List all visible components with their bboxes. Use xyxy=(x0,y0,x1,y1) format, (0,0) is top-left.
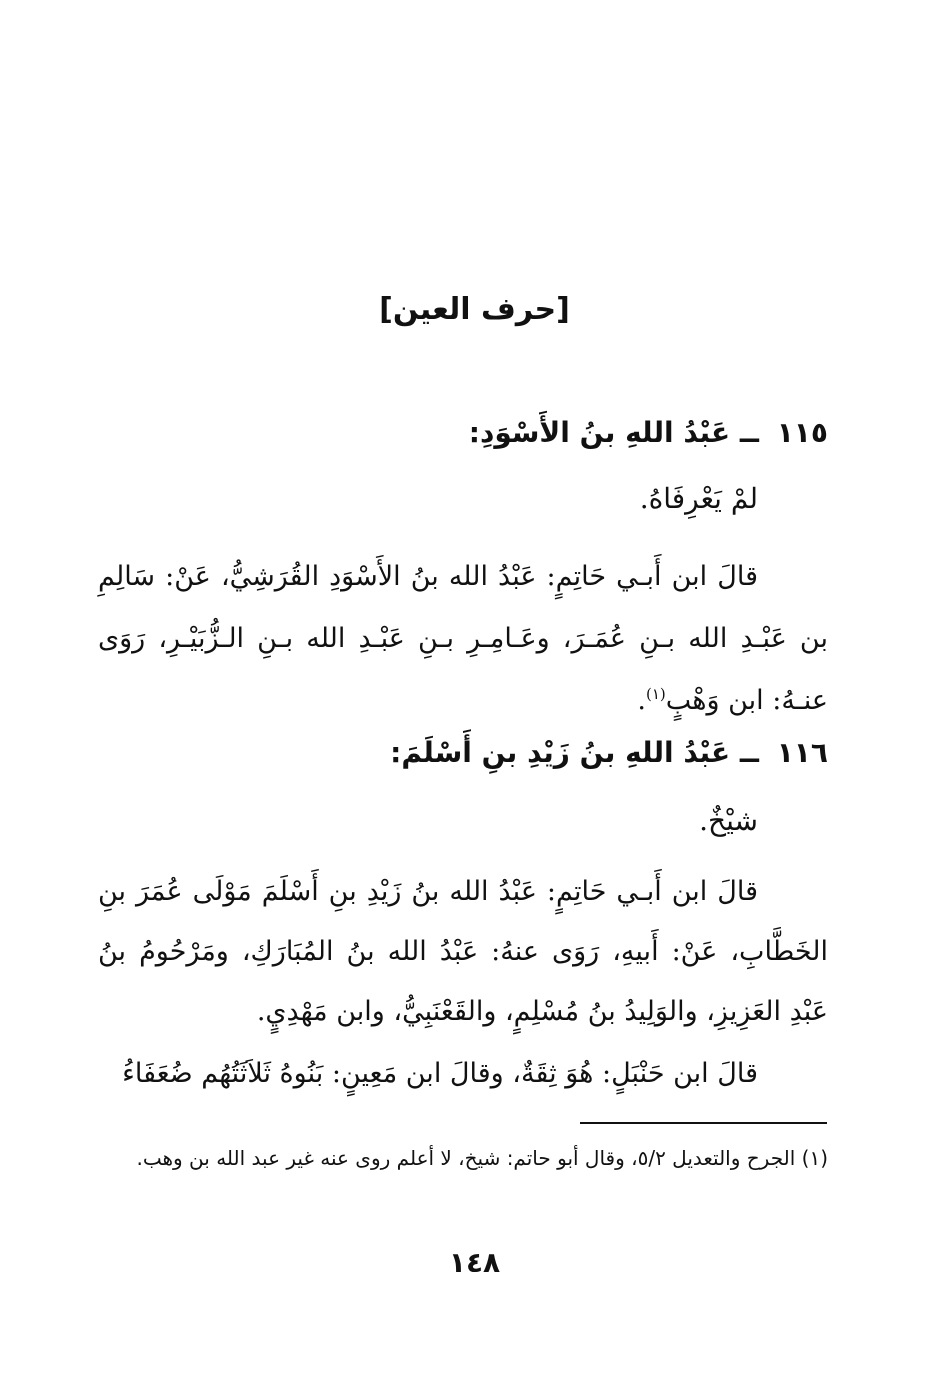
footnote xyxy=(98,1134,828,1182)
entry-number: ١١٦ xyxy=(776,736,828,769)
footnote-divider xyxy=(580,1122,827,1124)
entry-separator: ــ xyxy=(739,416,759,449)
entry-paragraph: قالَ ابن حَنْبَلٍ: هُوَ ثِقَةٌ، وقالَ ابن مَعِينٍ: بَنُوهُ ثَلاَثَتُهُم ضُعَفَاءُ xyxy=(122,1058,758,1089)
entry-paragraph xyxy=(98,546,828,732)
paragraph-text: قالَ ابن أَبـي حَاتِمٍ: عَبْدُ الله بنُ الأَسْوَدِ القُرَشِيُّ، عَنْ: سَالِمِ بن عَبْـدِ الله بـنِ عُمَـرَ، وعَـامِـرِ بـنِ عَبْـدِ الله بـنِ الـزُّبَيْـرِ، رَوَى عنـهُ: ابن وَهْبٍ xyxy=(98,561,828,716)
entry-separator: ــ xyxy=(739,736,759,769)
entry-verdict: شيْخٌ. xyxy=(699,804,758,837)
paragraph-tail: . xyxy=(637,685,646,716)
entry-verdict: لمْ يَعْرِفَاهُ. xyxy=(639,482,758,515)
entry-116 xyxy=(98,730,828,1104)
entry-heading xyxy=(98,730,828,776)
entry-name: عَبْدُ اللهِ بنُ الأَسْوَدِ: xyxy=(468,416,731,449)
entry-paragraph: قالَ ابن أَبـي حَاتِمٍ: عَبْدُ الله بنُ زَيْدِ بنِ أَسْلَمَ مَوْلَى عُمَرَ بنِ الخَطَّابِ، عَنْ: أَبيهِ، رَوَى عنهُ: عَبْدُ الله بنُ المُبَارَكِ، ومَرْحُومُ بنُ عَبْدِ العَزِيزِ، والوَلِيدُ بنُ مُسْلِمٍ، والقَعْنَبِيُّ، وابن مَهْدِيٍ. xyxy=(98,876,828,1027)
section-title: [حرف العين] xyxy=(379,292,570,327)
entry-number: ١١٥ xyxy=(776,416,828,449)
footnote-text: الجرح والتعديل ٥/٢، وقال أبو حاتم: شيخ، لا أعلم روى عنه غير عبد الله بن وهب. xyxy=(136,1146,796,1170)
footnote-marker: (١) xyxy=(801,1146,828,1170)
footnote-reference[interactable]: (١) xyxy=(645,685,666,703)
entry-heading xyxy=(98,410,828,456)
entry-name: عَبْدُ اللهِ بنُ زَيْدِ بنِ أَسْلَمَ: xyxy=(390,736,731,769)
entry-115 xyxy=(98,410,828,732)
page-number: ١٤٨ xyxy=(448,1246,501,1279)
